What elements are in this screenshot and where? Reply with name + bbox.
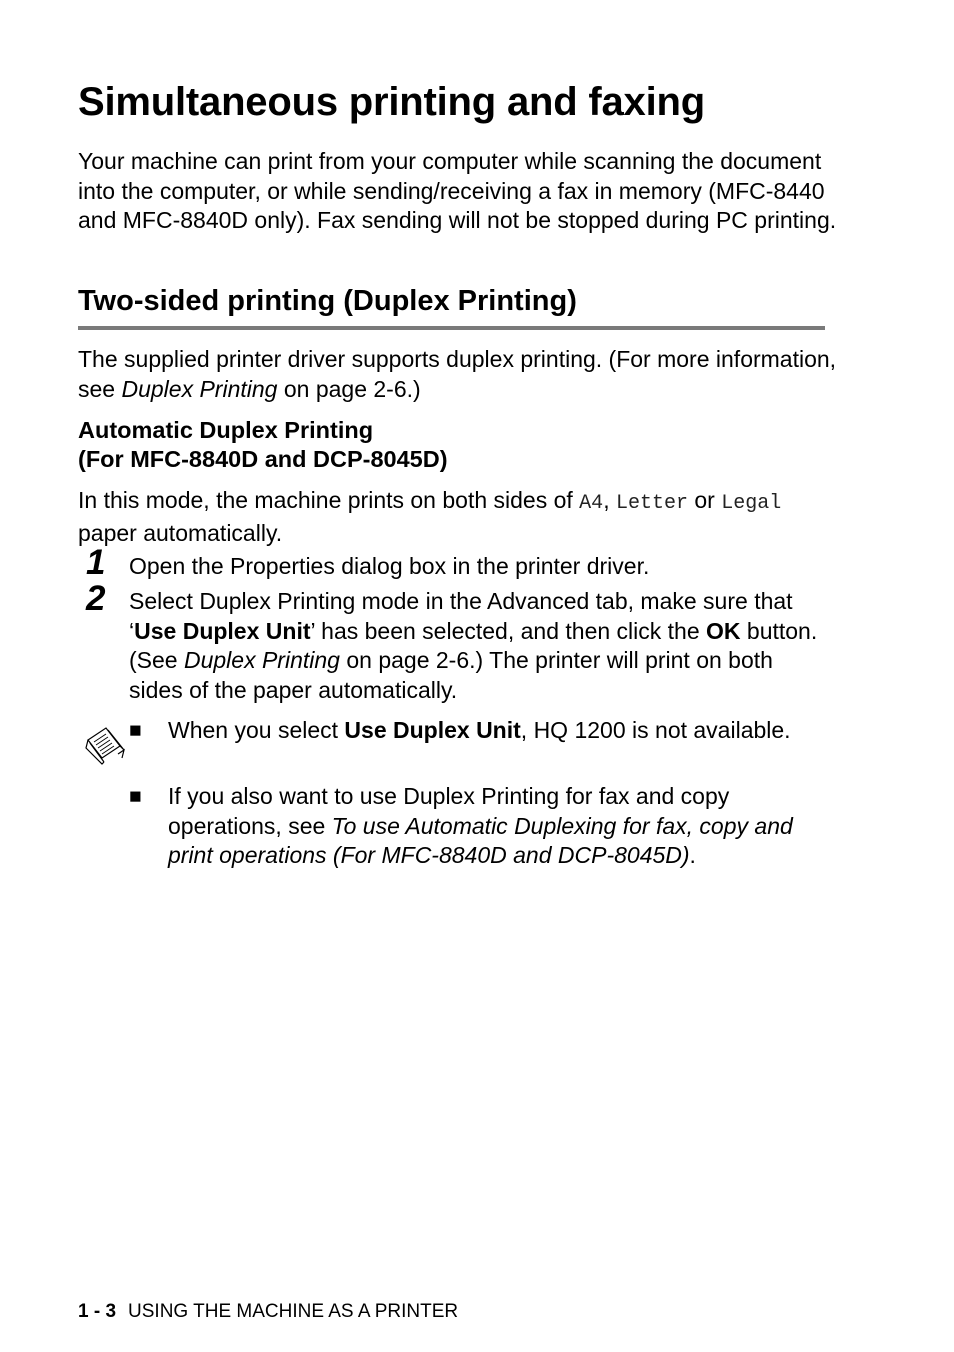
- note-pad-icon: [84, 724, 126, 766]
- subsection-heading: Automatic Duplex Printing (For MFC-8840D and DCP-8045D): [78, 417, 448, 472]
- page-footer: [78, 1301, 458, 1323]
- duplex-printing-reference: Duplex Printing: [121, 375, 278, 402]
- ok-label: OK: [706, 617, 741, 644]
- step-1-text: Open the Properties dialog box in the printer driver.: [129, 553, 650, 579]
- step-number-1: 1: [86, 543, 106, 582]
- use-duplex-unit-label: Use Duplex Unit: [344, 717, 521, 743]
- intro-paragraph: Your machine can print from your computer while scanning the document into the computer, or while sending/receiving a fax in memory (MFC-8440 and MFC-8840D only). Fax sending will not be stopped during PC printing.: [78, 148, 837, 233]
- note-item-1: When you select Use Duplex Unit, HQ 1200 is not available.: [168, 717, 791, 743]
- bullet-marker: ■: [129, 719, 142, 742]
- section-paragraph: The supplied printer driver supports duplex printing. (For more information, see Duplex Printing on page 2-6.): [78, 346, 837, 402]
- page-title: Simultaneous printing and faxing: [78, 80, 705, 124]
- note-item-2: If you also want to use Duplex Printing for fax and copy operations, see To use Automatic Duplexing for fax, copy and print operations (For MFC-8840D and DCP-8045D).: [168, 783, 793, 868]
- page-number: 1 - 3: [78, 1301, 117, 1322]
- step-number-2: 2: [86, 579, 106, 618]
- paper-size-a4: A4: [579, 492, 604, 515]
- mode-paragraph: In this mode, the machine prints on both sides of A4, Letter or Legal paper automatically.: [78, 487, 782, 546]
- automatic-duplexing-reference: To use Automatic Duplexing for fax, copy and print operations (For MFC-8840D and DCP-8045D): [168, 812, 793, 868]
- step-2-text: Select Duplex Printing mode in the Advanced tab, make sure that ‘Use Duplex Unit’ has been selected, and then click the OK button. (See Duplex Printing on page 2-6.) The printer will print on both sides of the paper automatically.: [129, 588, 818, 703]
- paper-size-legal: Legal: [721, 492, 782, 515]
- section-divider: [78, 326, 825, 330]
- use-duplex-unit-label: Use Duplex Unit: [134, 617, 311, 644]
- paper-size-letter: Letter: [615, 492, 688, 515]
- section-heading: Two-sided printing (Duplex Printing): [78, 285, 577, 317]
- bullet-marker: ■: [129, 785, 142, 808]
- chapter-title: USING THE MACHINE AS A PRINTER: [128, 1301, 459, 1322]
- duplex-printing-reference: Duplex Printing: [183, 647, 340, 673]
